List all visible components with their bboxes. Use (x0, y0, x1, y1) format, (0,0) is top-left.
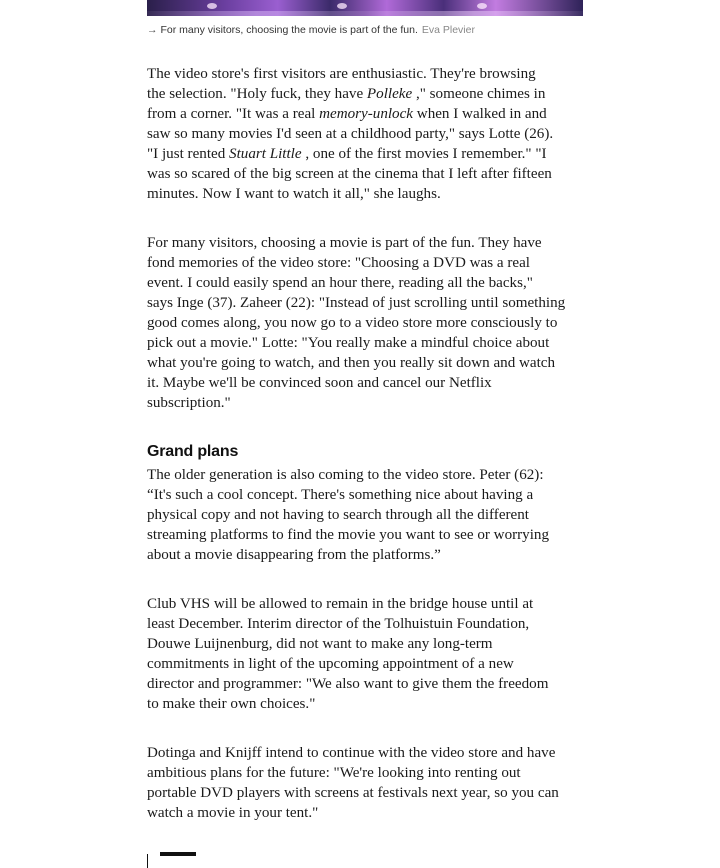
article-paragraph-5 (147, 743, 587, 823)
paragraph-line: what you're going to watch, and then you really sit down and watch (147, 355, 556, 371)
paragraph-line: to make their own choices." (147, 696, 316, 712)
photo-shine (147, 11, 583, 16)
article-paragraph-2 (147, 233, 587, 413)
paragraph-line: Club VHS will be allowed to remain in the bridge house until at (147, 596, 534, 612)
emphasis-text: memory-unlock (319, 106, 414, 122)
paragraph-line: commitments in light of the upcoming appointment of a new (147, 656, 514, 672)
photo-caption (147, 23, 583, 37)
paragraph-line: from a corner. "It was a real memory-unlock when I walked in and (147, 106, 547, 122)
photo-light-decoration (207, 3, 217, 9)
paragraph-line: For many visitors, choosing a movie is part of the fun. They have (147, 235, 542, 251)
paragraph-line: was so scared of the big screen at the cinema that I left after fifteen (147, 166, 552, 182)
section-divider (160, 852, 196, 856)
paragraph-line: it. Maybe we'll be convinced soon and cancel our Netflix (147, 375, 492, 391)
section-heading: Grand plans (147, 443, 239, 460)
paragraph-line: Dotinga and Knijff intend to continue with the video store and have (147, 745, 556, 761)
paragraph-line: physical copy and not having to search through all the different (147, 507, 529, 523)
article-photo (147, 0, 583, 16)
paragraph-line: portable DVD players with screens at festivals next year, so you can (147, 785, 559, 801)
paragraph-line: The video store's first visitors are enthusiastic. They're browsing (147, 66, 536, 82)
caption-text: For many visitors, choosing the movie is part of the fun. (160, 24, 418, 36)
paragraph-line: fond memories of the video store: "Choosing a DVD was a real (147, 255, 530, 271)
paragraph-line: subscription." (147, 395, 231, 411)
caption-arrow-icon: → (147, 24, 158, 36)
paragraph-line: “It's such a cool concept. There's something nice about having a (147, 487, 534, 503)
photo-light-decoration (477, 3, 487, 9)
paragraph-line: ambitious plans for the future: "We're looking into renting out (147, 765, 521, 781)
paragraph-line: The older generation is also coming to the video store. Peter (62): (147, 467, 544, 483)
photo-light-decoration (337, 3, 347, 9)
article-paragraph-1 (147, 64, 587, 204)
paragraph-line: director and programmer: "We also want to give them the freedom (147, 676, 549, 692)
article-paragraph-3 (147, 465, 587, 565)
paragraph-line: the selection. "Holy fuck, they have Polleke ," someone chimes in (147, 86, 546, 102)
paragraph-line: pick out a movie." Lotte: "You really make a mindful choice about (147, 335, 550, 351)
paragraph-line: minutes. Now I want to watch it all," she laughs. (147, 186, 441, 202)
paragraph-line: watch a movie in your tent." (147, 805, 319, 821)
paragraph-line: good comes along, you now go to a video store more consciously to (147, 315, 558, 331)
paragraph-line: event. I could easily spend an hour there, reading all the backs," (147, 275, 533, 291)
paragraph-line: about a movie disappearing from the platforms.” (147, 547, 441, 563)
quote-bar (147, 854, 148, 868)
photo-credit: Eva Plevier (421, 24, 475, 36)
paragraph-line: "I just rented Stuart Little , one of the first movies I remember." "I (147, 146, 547, 162)
movie-title: Polleke (366, 86, 413, 102)
paragraph-line: least December. Interim director of the Tolhuistuin Foundation, (147, 616, 530, 632)
paragraph-line: Douwe Luijnenburg, did not want to make any long-term (147, 636, 493, 652)
paragraph-line: streaming platforms to find the movie you want to see or worrying (147, 527, 549, 543)
paragraph-line: saw so many movies I'd seen at a childhood party," says Lotte (26). (147, 126, 554, 142)
article-paragraph-4 (147, 594, 587, 714)
paragraph-line: says Inge (37). Zaheer (22): "Instead of just scrolling until something (147, 295, 566, 311)
movie-title: Stuart Little (229, 146, 302, 162)
